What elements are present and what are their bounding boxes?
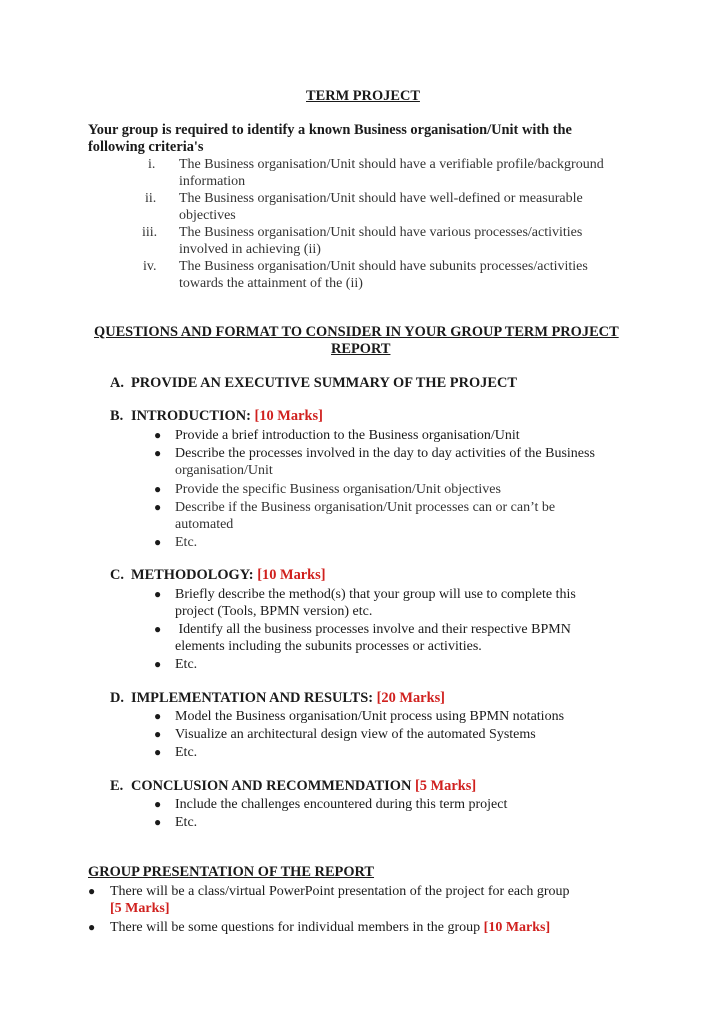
section-c-title: METHODOLOGY:	[131, 567, 258, 583]
list-item: Identify all the business processes involve and their respective BPMN	[175, 622, 571, 637]
criteria-text: The Business organisation/Unit should have subunits processes/activities	[179, 259, 588, 274]
list-item: Describe if the Business organisation/Unit processes can or can’t be	[175, 500, 556, 515]
bullet-icon: ●	[154, 622, 162, 636]
group-presentation-item-2-text: There will be some questions for individual members in the group	[110, 920, 484, 935]
list-item: Visualize an architectural design view of the automated Systems	[175, 727, 536, 742]
bullet-icon: ●	[88, 884, 96, 898]
list-item: Include the challenges encountered during this term project	[175, 797, 508, 812]
bullet-icon: ●	[154, 500, 162, 514]
section-c-heading	[131, 567, 326, 584]
section-d-marks: [20 Marks]	[376, 690, 445, 706]
list-item: Provide the specific Business organisation/Unit objectives	[175, 482, 501, 497]
section-e-letter: E.	[110, 778, 124, 794]
group-presentation-marks-2: [10 Marks]	[483, 920, 551, 935]
bullet-icon: ●	[154, 446, 162, 460]
bullet-icon: ●	[154, 745, 162, 759]
section-e-title: CONCLUSION AND RECOMMENDATION	[131, 778, 415, 794]
section-d-letter: D.	[110, 690, 124, 706]
section-a-letter: A.	[110, 375, 124, 391]
bullet-icon: ●	[154, 815, 162, 829]
bullet-icon: ●	[154, 797, 162, 811]
section-b-marks: [10 Marks]	[254, 408, 323, 424]
section-d-heading	[131, 690, 445, 707]
criteria-text: towards the attainment of the (ii)	[179, 276, 363, 291]
section-b-heading	[131, 408, 323, 425]
criteria-text: objectives	[179, 208, 236, 223]
section-d-title: IMPLEMENTATION AND RESULTS:	[131, 690, 377, 706]
group-presentation-marks-1: [5 Marks]	[110, 901, 170, 916]
criteria-text: information	[179, 174, 246, 189]
bullet-icon: ●	[88, 920, 96, 934]
criteria-text: The Business organisation/Unit should have various processes/activities	[179, 225, 583, 240]
criteria-text: involved in achieving (ii)	[179, 242, 321, 257]
list-item: There will be a class/virtual PowerPoint presentation of the project for each group	[110, 884, 570, 899]
list-item: organisation/Unit	[175, 463, 273, 478]
criteria-num: iv.	[143, 259, 157, 274]
group-presentation-heading: GROUP PRESENTATION OF THE REPORT	[88, 864, 375, 880]
list-item: Etc.	[175, 657, 198, 672]
list-item: Etc.	[175, 745, 198, 760]
questions-heading-line-2: REPORT	[331, 341, 391, 357]
section-e-marks: [5 Marks]	[414, 778, 477, 794]
bullet-icon: ●	[154, 657, 162, 671]
list-item: Etc.	[175, 815, 198, 830]
criteria-text: The Business organisation/Unit should have well-defined or measurable	[179, 191, 583, 206]
bullet-icon: ●	[154, 535, 162, 549]
list-item: project (Tools, BPMN version) etc.	[175, 604, 373, 619]
bullet-icon: ●	[154, 709, 162, 723]
section-a-title: PROVIDE AN EXECUTIVE SUMMARY OF THE PROJECT	[131, 375, 517, 391]
page-title: TERM PROJECT	[306, 88, 420, 104]
intro-line-1: Your group is required to identify a known Business organisation/Unit with the	[88, 122, 572, 138]
criteria-text: The Business organisation/Unit should have a verifiable profile/background	[179, 157, 604, 172]
bullet-icon: ●	[154, 428, 162, 442]
list-item	[110, 919, 550, 936]
list-item: automated	[175, 517, 234, 532]
list-item: elements including the subunits processes or activities.	[175, 639, 482, 654]
questions-heading-line-1: QUESTIONS AND FORMAT TO CONSIDER IN YOUR GROUP TERM PROJECT	[94, 324, 619, 340]
section-c-letter: C.	[110, 567, 124, 583]
list-item: Provide a brief introduction to the Business organisation/Unit	[175, 428, 520, 443]
list-item: Etc.	[175, 535, 198, 550]
bullet-icon: ●	[154, 587, 162, 601]
criteria-num: ii.	[145, 191, 157, 206]
section-c-marks: [10 Marks]	[257, 567, 326, 583]
criteria-num: i.	[148, 157, 156, 172]
list-item: Briefly describe the method(s) that your group will use to complete this	[175, 587, 576, 602]
section-b-letter: B.	[110, 408, 124, 424]
list-item: Describe the processes involved in the day to day activities of the Business	[175, 446, 595, 461]
criteria-num: iii.	[142, 225, 158, 240]
bullet-icon: ●	[154, 482, 162, 496]
list-item: Model the Business organisation/Unit process using BPMN notations	[175, 709, 565, 724]
intro-line-2: following criteria's	[88, 139, 204, 155]
section-e-heading	[131, 778, 476, 795]
section-b-title: INTRODUCTION:	[131, 408, 255, 424]
bullet-icon: ●	[154, 727, 162, 741]
